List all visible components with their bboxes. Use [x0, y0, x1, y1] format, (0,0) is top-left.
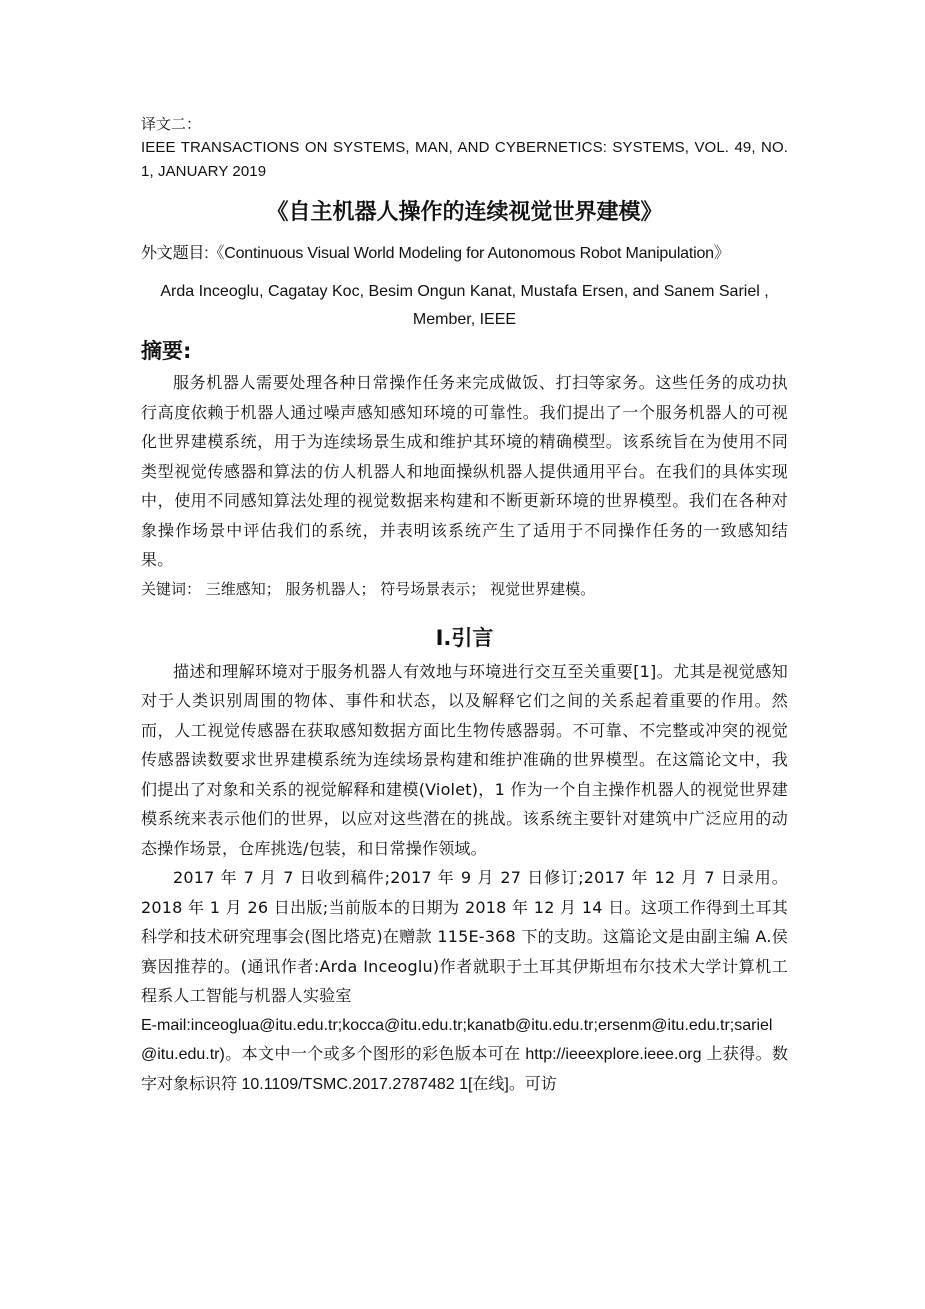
section-heading-intro: Ⅰ.引言	[435, 625, 494, 650]
document-page	[141, 112, 788, 1099]
translation-label: 译文二：	[141, 115, 202, 133]
foreign-title: 外文题目:《Continuous Visual World Modeling for Autonomous Robot Manipulation》	[141, 245, 730, 262]
author-line-1: Arda Inceoglu, Cagatay Koc, Besim Ongun Kanat, Mustafa Ersen, and Sanem Sariel ,	[160, 283, 769, 300]
intro-paragraph-1: 描述和理解环境对于服务机器人有效地与环境进行交互至关重要[1]。尤其是视觉感知对于人类识别周围的物体、事件和状态，以及解释它们之间的关系起着重要的作用。然而，人工视觉传感器在获取感知数据方面比生物传感器弱。不可靠、不完整或冲突的视觉传感器读数要求世界建模系统为连续场景构建和维护准确的世界模型。在这篇论文中，我们提出了对象和关系的视觉解释和建模(Violet)，1 作为一个自主操作机器人的视觉世界建模系统来表示他们的世界，以应对这些潜在的挑战。该系统主要针对建筑中广泛应用的动态操作场景，仓库挑选/包装，和日常操作领域。	[141, 661, 788, 858]
email-footnote: E-mail:inceoglua@itu.edu.tr;kocca@itu.edu.tr;kanatb@itu.edu.tr;ersenm@itu.edu.tr;sariel@itu.edu.tr)。本文中一个或多个图形的彩色版本可在 http://ieeexplore.ieee.org 上获得。数字对象标识符 10.1109/TSMC.2017.2787482 1[在线]。可访	[141, 1016, 788, 1093]
keywords: 关键词： 三维感知； 服务机器人； 符号场景表示； 视觉世界建模。	[141, 579, 596, 598]
author-list	[141, 278, 788, 334]
abstract-heading: 摘要:	[141, 339, 192, 363]
intro-paragraph-2: 2017 年 7 月 7 日收到稿件;2017 年 9 月 27 日修订;2017 年 12 月 7 日录用。2018 年 1 月 26 日出版;当前版本的日期为 2018 年 12 月 14 日。这项工作得到土耳其科学和技术研究理事会(图比塔克)在赠款 115E-368 下的支助。这篇论文是由副主编 A.侯赛因推荐的。(通讯作者:Arda Inceoglu)作者就职于土耳其伊斯坦布尔技术大学计算机工程系人工智能与机器人实验室	[141, 868, 788, 1005]
author-line-2: Member, IEEE	[412, 311, 517, 328]
chinese-title: 《自主机器人操作的连续视觉世界建模》	[266, 200, 663, 225]
abstract-body: 服务机器人需要处理各种日常操作任务来完成做饭、打扫等家务。这些任务的成功执行高度依赖于机器人通过噪声感知感知环境的可靠性。我们提出了一个服务机器人的可视化世界建模系统，用于为连续场景生成和维护其环境的精确模型。该系统旨在为使用不同类型视觉传感器和算法的仿人机器人和地面操纵机器人提供通用平台。在我们的具体实现中，使用不同感知算法处理的视觉数据来构建和不断更新环境的世界模型。我们在各种对象操作场景中评估我们的系统，并表明该系统产生了适用于不同操作任务的一致感知结果。	[141, 373, 788, 569]
journal-citation: IEEE TRANSACTIONS ON SYSTEMS, MAN, AND CYBERNETICS: SYSTEMS, VOL. 49, NO. 1, JANUARY 2019	[141, 139, 788, 180]
